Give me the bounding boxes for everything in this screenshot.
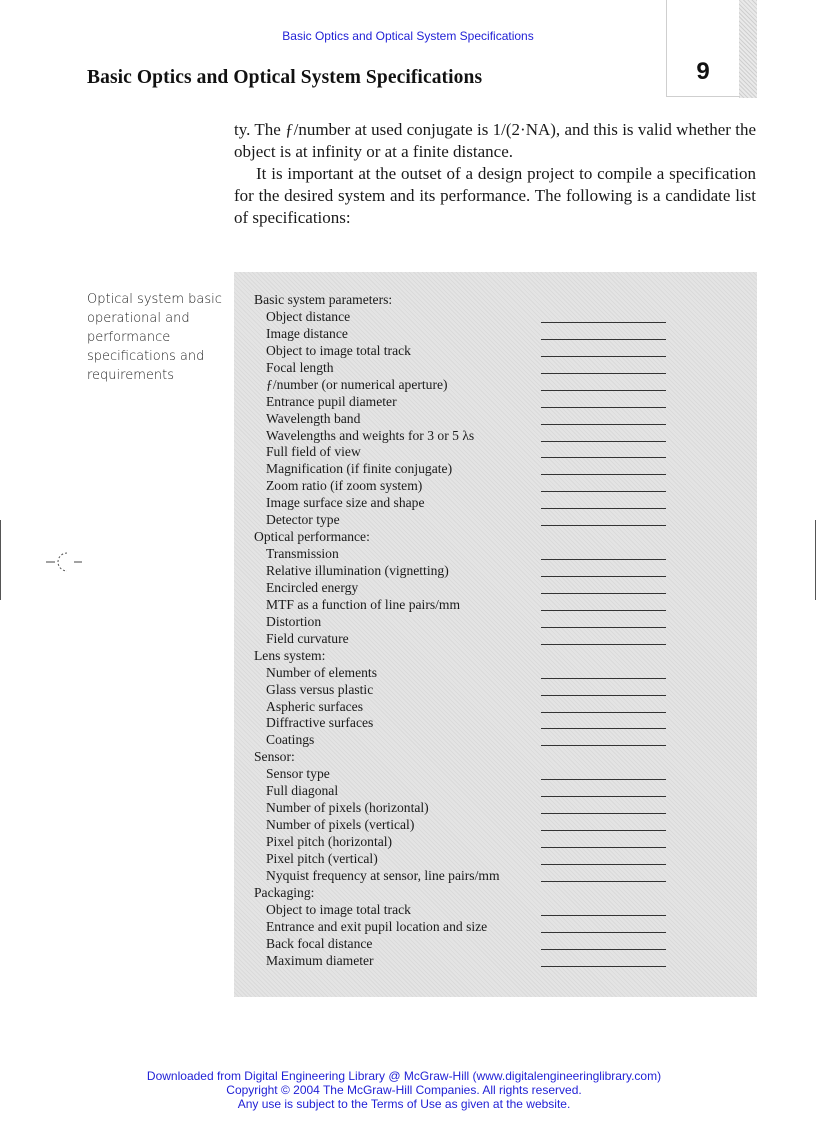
spec-item-label: Glass versus plastic bbox=[266, 681, 374, 697]
spec-item-blank-line bbox=[541, 474, 666, 475]
spec-item-blank-line bbox=[541, 491, 666, 492]
spec-item bbox=[254, 936, 757, 953]
spec-item-blank-line bbox=[541, 508, 666, 509]
spec-item-blank-line bbox=[541, 373, 666, 374]
spec-item-label: Wavelength band bbox=[266, 410, 361, 426]
registration-crosshair-icon bbox=[44, 548, 84, 576]
footer-terms: Any use is subject to the Terms of Use as given at the website. bbox=[237, 1097, 571, 1111]
spec-item bbox=[254, 699, 757, 716]
spec-item bbox=[254, 715, 757, 732]
spec-item-label: Number of elements bbox=[266, 664, 377, 680]
chapter-tab-hatch bbox=[739, 0, 757, 98]
spec-item-label: Pixel pitch (horizontal) bbox=[266, 834, 393, 849]
spec-item-blank-line bbox=[541, 678, 666, 679]
spec-item-blank-line bbox=[541, 864, 666, 865]
spec-section-heading-text: Packaging: bbox=[254, 884, 315, 900]
spec-item-blank-line bbox=[541, 644, 666, 645]
spec-item-label: Relative illumination (vignetting) bbox=[266, 563, 449, 578]
spec-item-label: Object to image total track bbox=[266, 342, 411, 358]
specification-list bbox=[254, 292, 757, 970]
spec-item bbox=[254, 394, 757, 411]
spec-item-blank-line bbox=[541, 830, 666, 831]
spec-item bbox=[254, 343, 757, 360]
spec-item-label: Aspheric surfaces bbox=[266, 698, 364, 714]
spec-item-blank-line bbox=[541, 712, 666, 713]
registration-mark-left bbox=[0, 520, 1, 600]
spec-item bbox=[254, 851, 757, 868]
spec-section-heading-text: Basic system parameters: bbox=[254, 292, 393, 307]
spec-item bbox=[254, 800, 757, 817]
footer bbox=[0, 1069, 808, 1111]
spec-item-blank-line bbox=[541, 424, 666, 425]
spec-item-label: Magnification (if finite conjugate) bbox=[266, 461, 453, 477]
spec-item-blank-line bbox=[541, 745, 666, 746]
footer-copyright: Copyright © 2004 The McGraw-Hill Companies. All rights reserved. bbox=[226, 1083, 582, 1097]
chapter-tab-border-bottom bbox=[666, 96, 740, 97]
spec-section-heading bbox=[254, 292, 757, 309]
spec-item bbox=[254, 360, 757, 377]
spec-item bbox=[254, 732, 757, 749]
spec-item-blank-line bbox=[541, 847, 666, 848]
spec-item bbox=[254, 597, 757, 614]
spec-item bbox=[254, 546, 757, 563]
spec-item-blank-line bbox=[541, 779, 666, 780]
spec-item-blank-line bbox=[541, 915, 666, 916]
spec-item bbox=[254, 817, 757, 834]
spec-item bbox=[254, 428, 757, 445]
spec-section-heading-text: Sensor: bbox=[254, 749, 295, 765]
spec-item-label: Wavelengths and weights for 3 or 5 λs bbox=[266, 427, 475, 443]
spec-item-label: Image distance bbox=[266, 325, 348, 341]
spec-item-label: Number of pixels (vertical) bbox=[266, 817, 415, 833]
spec-section-heading bbox=[254, 529, 757, 546]
spec-item bbox=[254, 326, 757, 343]
spec-item-blank-line bbox=[541, 728, 666, 729]
spec-item-label: Maximum diameter bbox=[266, 952, 374, 968]
spec-item-blank-line bbox=[541, 390, 666, 391]
spec-item-label: Encircled energy bbox=[266, 579, 359, 595]
spec-item-blank-line bbox=[541, 356, 666, 357]
spec-item-label: Entrance pupil diameter bbox=[266, 393, 397, 409]
spec-item-label: Nyquist frequency at sensor, line pairs/mm bbox=[266, 867, 500, 883]
spec-item-blank-line bbox=[541, 627, 666, 628]
spec-item bbox=[254, 580, 757, 597]
spec-item-label: Field curvature bbox=[266, 630, 349, 646]
spec-item-label: Zoom ratio (if zoom system) bbox=[266, 478, 423, 494]
page-number: 9 bbox=[696, 58, 710, 85]
spec-item-blank-line bbox=[541, 339, 666, 340]
spec-section-heading bbox=[254, 749, 757, 766]
spec-item bbox=[254, 834, 757, 851]
spec-item-label: ƒ/number (or numerical aperture) bbox=[266, 376, 448, 392]
spec-item-label: Entrance and exit pupil location and size bbox=[266, 918, 488, 934]
spec-item bbox=[254, 614, 757, 631]
spec-item-label: Sensor type bbox=[266, 766, 330, 782]
specification-box bbox=[234, 272, 757, 997]
spec-item bbox=[254, 783, 757, 800]
spec-item bbox=[254, 682, 757, 699]
spec-item-label: Focal length bbox=[266, 359, 334, 375]
spec-item-label: Number of pixels (horizontal) bbox=[266, 800, 429, 816]
spec-item-blank-line bbox=[541, 813, 666, 814]
spec-item-blank-line bbox=[541, 695, 666, 696]
spec-item bbox=[254, 495, 757, 512]
spec-item bbox=[254, 309, 757, 326]
spec-item-label: Pixel pitch (vertical) bbox=[266, 850, 378, 866]
spec-item-label: Transmission bbox=[266, 546, 339, 562]
spec-item-label: Image surface size and shape bbox=[266, 495, 425, 511]
spec-item-blank-line bbox=[541, 593, 666, 594]
spec-item-blank-line bbox=[541, 407, 666, 408]
spec-item bbox=[254, 377, 757, 394]
paragraph-2: It is important at the outset of a design project to compile a specification for the desired system and its performance. The following is a candidate list of specifications: bbox=[234, 164, 756, 227]
paragraph-1: ty. The ƒ/number at used conjugate is 1/(2·NA), and this is valid whether the object is at infinity or at a finite distance. bbox=[234, 120, 756, 161]
spec-item-label: MTF as a function of line pairs/mm bbox=[266, 596, 461, 612]
spec-item-blank-line bbox=[541, 932, 666, 933]
spec-item-blank-line bbox=[541, 441, 666, 442]
top-title-link[interactable]: Basic Optics and Optical System Specifications bbox=[282, 29, 534, 43]
spec-item-blank-line bbox=[541, 949, 666, 950]
spec-item-label: Detector type bbox=[266, 512, 340, 528]
spec-item bbox=[254, 512, 757, 529]
spec-item-blank-line bbox=[541, 966, 666, 967]
spec-item-label: Full diagonal bbox=[266, 783, 339, 799]
spec-item-blank-line bbox=[541, 576, 666, 577]
spec-section-heading-text: Lens system: bbox=[254, 647, 326, 663]
spec-item bbox=[254, 478, 757, 495]
spec-section-heading-text: Optical performance: bbox=[254, 529, 370, 545]
spec-item-label: Coatings bbox=[266, 732, 315, 748]
spec-item-label: Full field of view bbox=[266, 444, 361, 460]
spec-section-heading bbox=[254, 648, 757, 665]
spec-item-label: Object to image total track bbox=[266, 901, 411, 917]
spec-item bbox=[254, 461, 757, 478]
spec-item-blank-line bbox=[541, 322, 666, 323]
spec-item bbox=[254, 631, 757, 648]
spec-item-label: Diffractive surfaces bbox=[266, 715, 374, 731]
spec-item-label: Back focal distance bbox=[266, 935, 373, 951]
spec-item bbox=[254, 411, 757, 428]
spec-item bbox=[254, 902, 757, 919]
footer-download-link[interactable]: Downloaded from Digital Engineering Library @ McGraw-Hill (www.digitalengineeringlibrary.com) bbox=[146, 1069, 662, 1083]
spec-item-blank-line bbox=[541, 881, 666, 882]
spec-section-heading bbox=[254, 885, 757, 902]
spec-item-blank-line bbox=[541, 457, 666, 458]
spec-item-blank-line bbox=[541, 610, 666, 611]
spec-item bbox=[254, 665, 757, 682]
spec-item-blank-line bbox=[541, 796, 666, 797]
spec-item bbox=[254, 868, 757, 885]
spec-item-label: Object distance bbox=[266, 308, 351, 324]
spec-item bbox=[254, 953, 757, 970]
running-head: Basic Optics and Optical System Specifications bbox=[87, 67, 483, 88]
margin-note: Optical system basic operational and performance specifications and requirements bbox=[87, 292, 222, 383]
spec-item-label: Distortion bbox=[266, 613, 322, 629]
spec-item-blank-line bbox=[541, 525, 666, 526]
spec-item bbox=[254, 444, 757, 461]
spec-item bbox=[254, 766, 757, 783]
spec-item bbox=[254, 563, 757, 580]
spec-item bbox=[254, 919, 757, 936]
spec-item-blank-line bbox=[541, 559, 666, 560]
body-text bbox=[234, 119, 756, 229]
